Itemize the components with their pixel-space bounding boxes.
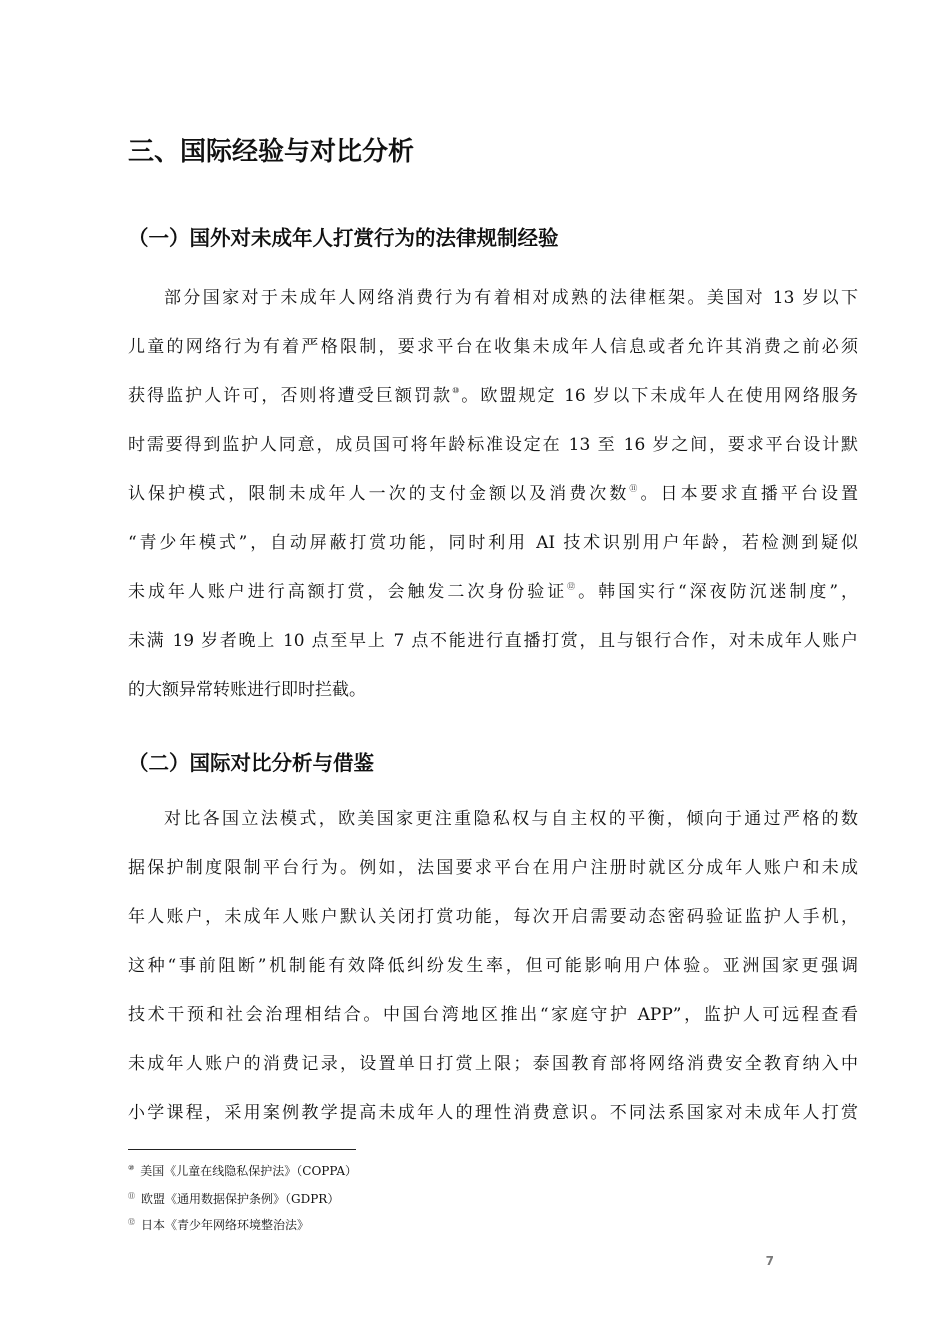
page-number: 7 <box>765 1254 774 1268</box>
text-line: 获得监护人许可，否则将遭受巨额罚款⑩。欧盟规定 16 岁以下未成年人在使用网络服务 <box>128 386 858 406</box>
footnote-separator <box>128 1149 356 1150</box>
text-line: 认保护模式，限制未成年人一次的支付金额以及消费次数⑪。日本要求直播平台设置 <box>128 484 859 504</box>
footnote-mark: ⑫ <box>128 1218 135 1226</box>
footnote <box>128 1214 728 1233</box>
section-heading-2: （二）国际对比分析与借鉴 <box>128 751 374 775</box>
chapter-heading: 三、国际经验与对比分析 <box>128 137 415 167</box>
text-line: 未成年人账户进行高额打赏，会触发二次身份验证⑫。韩国实行“深夜防沉迷制度”， <box>128 582 858 602</box>
text-line: 对比各国立法模式，欧美国家更注重隐私权与自主权的平衡，倾向于通过严格的数 <box>164 809 858 829</box>
text-line: 未成年人账户的消费记录，设置单日打赏上限；泰国教育部将网络消费安全教育纳入中 <box>128 1054 858 1074</box>
text-line: 这种“事前阻断”机制能有效降低纠纷发生率，但可能影响用户体验。亚洲国家更强调 <box>128 956 858 976</box>
text-line: 年人账户，未成年人账户默认关闭打赏功能，每次开启需要动态密码验证监护人手机， <box>128 907 858 927</box>
text-line: 未满 19 岁者晚上 10 点至早上 7 点不能进行直播打赏，且与银行合作，对未成年人账户 <box>128 631 858 651</box>
text-line: 小学课程，采用案例教学提高未成年人的理性消费意识。不同法系国家对未成年人打赏 <box>128 1103 858 1123</box>
footnote-mark: ⑩ <box>128 1164 135 1172</box>
footnote <box>128 1160 728 1179</box>
text-line: 据保护制度限制平台行为。例如，法国要求平台在用户注册时就区分成年人账户和未成 <box>128 858 858 878</box>
text-line: “青少年模式”，自动屏蔽打赏功能，同时利用 AI 技术识别用户年龄，若检测到疑似 <box>128 533 858 553</box>
footnote-ref: ⑪ <box>629 484 641 493</box>
footnote-text: 美国《儿童在线隐私保护法》（COPPA） <box>140 1164 358 1178</box>
footnote-mark: ⑪ <box>128 1192 135 1200</box>
footnote-text: 欧盟《通用数据保护条例》（GDPR） <box>141 1192 340 1206</box>
footnote <box>128 1188 728 1207</box>
footnote-ref: ⑩ <box>452 386 462 395</box>
section-1-paragraph <box>128 278 858 719</box>
section-heading-1: （一）国外对未成年人打赏行为的法律规制经验 <box>128 226 559 250</box>
text-line: 儿童的网络行为有着严格限制，要求平台在收集未成年人信息或者允许其消费之前必须 <box>128 337 858 357</box>
text-line: 技术干预和社会治理相结合。中国台湾地区推出“家庭守护 APP”，监护人可远程查看 <box>128 1005 858 1025</box>
section-2-paragraph <box>128 799 858 1142</box>
text-line: 的大额异常转账进行即时拦截。 <box>128 680 366 700</box>
footnote-text: 日本《青少年网络环境整治法》 <box>141 1218 310 1232</box>
text-line: 部分国家对于未成年人网络消费行为有着相对成熟的法律框架。美国对 13 岁以下 <box>164 288 858 308</box>
footnote-ref: ⑫ <box>567 582 579 591</box>
text-line: 时需要得到监护人同意，成员国可将年龄标准设定在 13 至 16 岁之间，要求平台设计默 <box>128 435 858 455</box>
